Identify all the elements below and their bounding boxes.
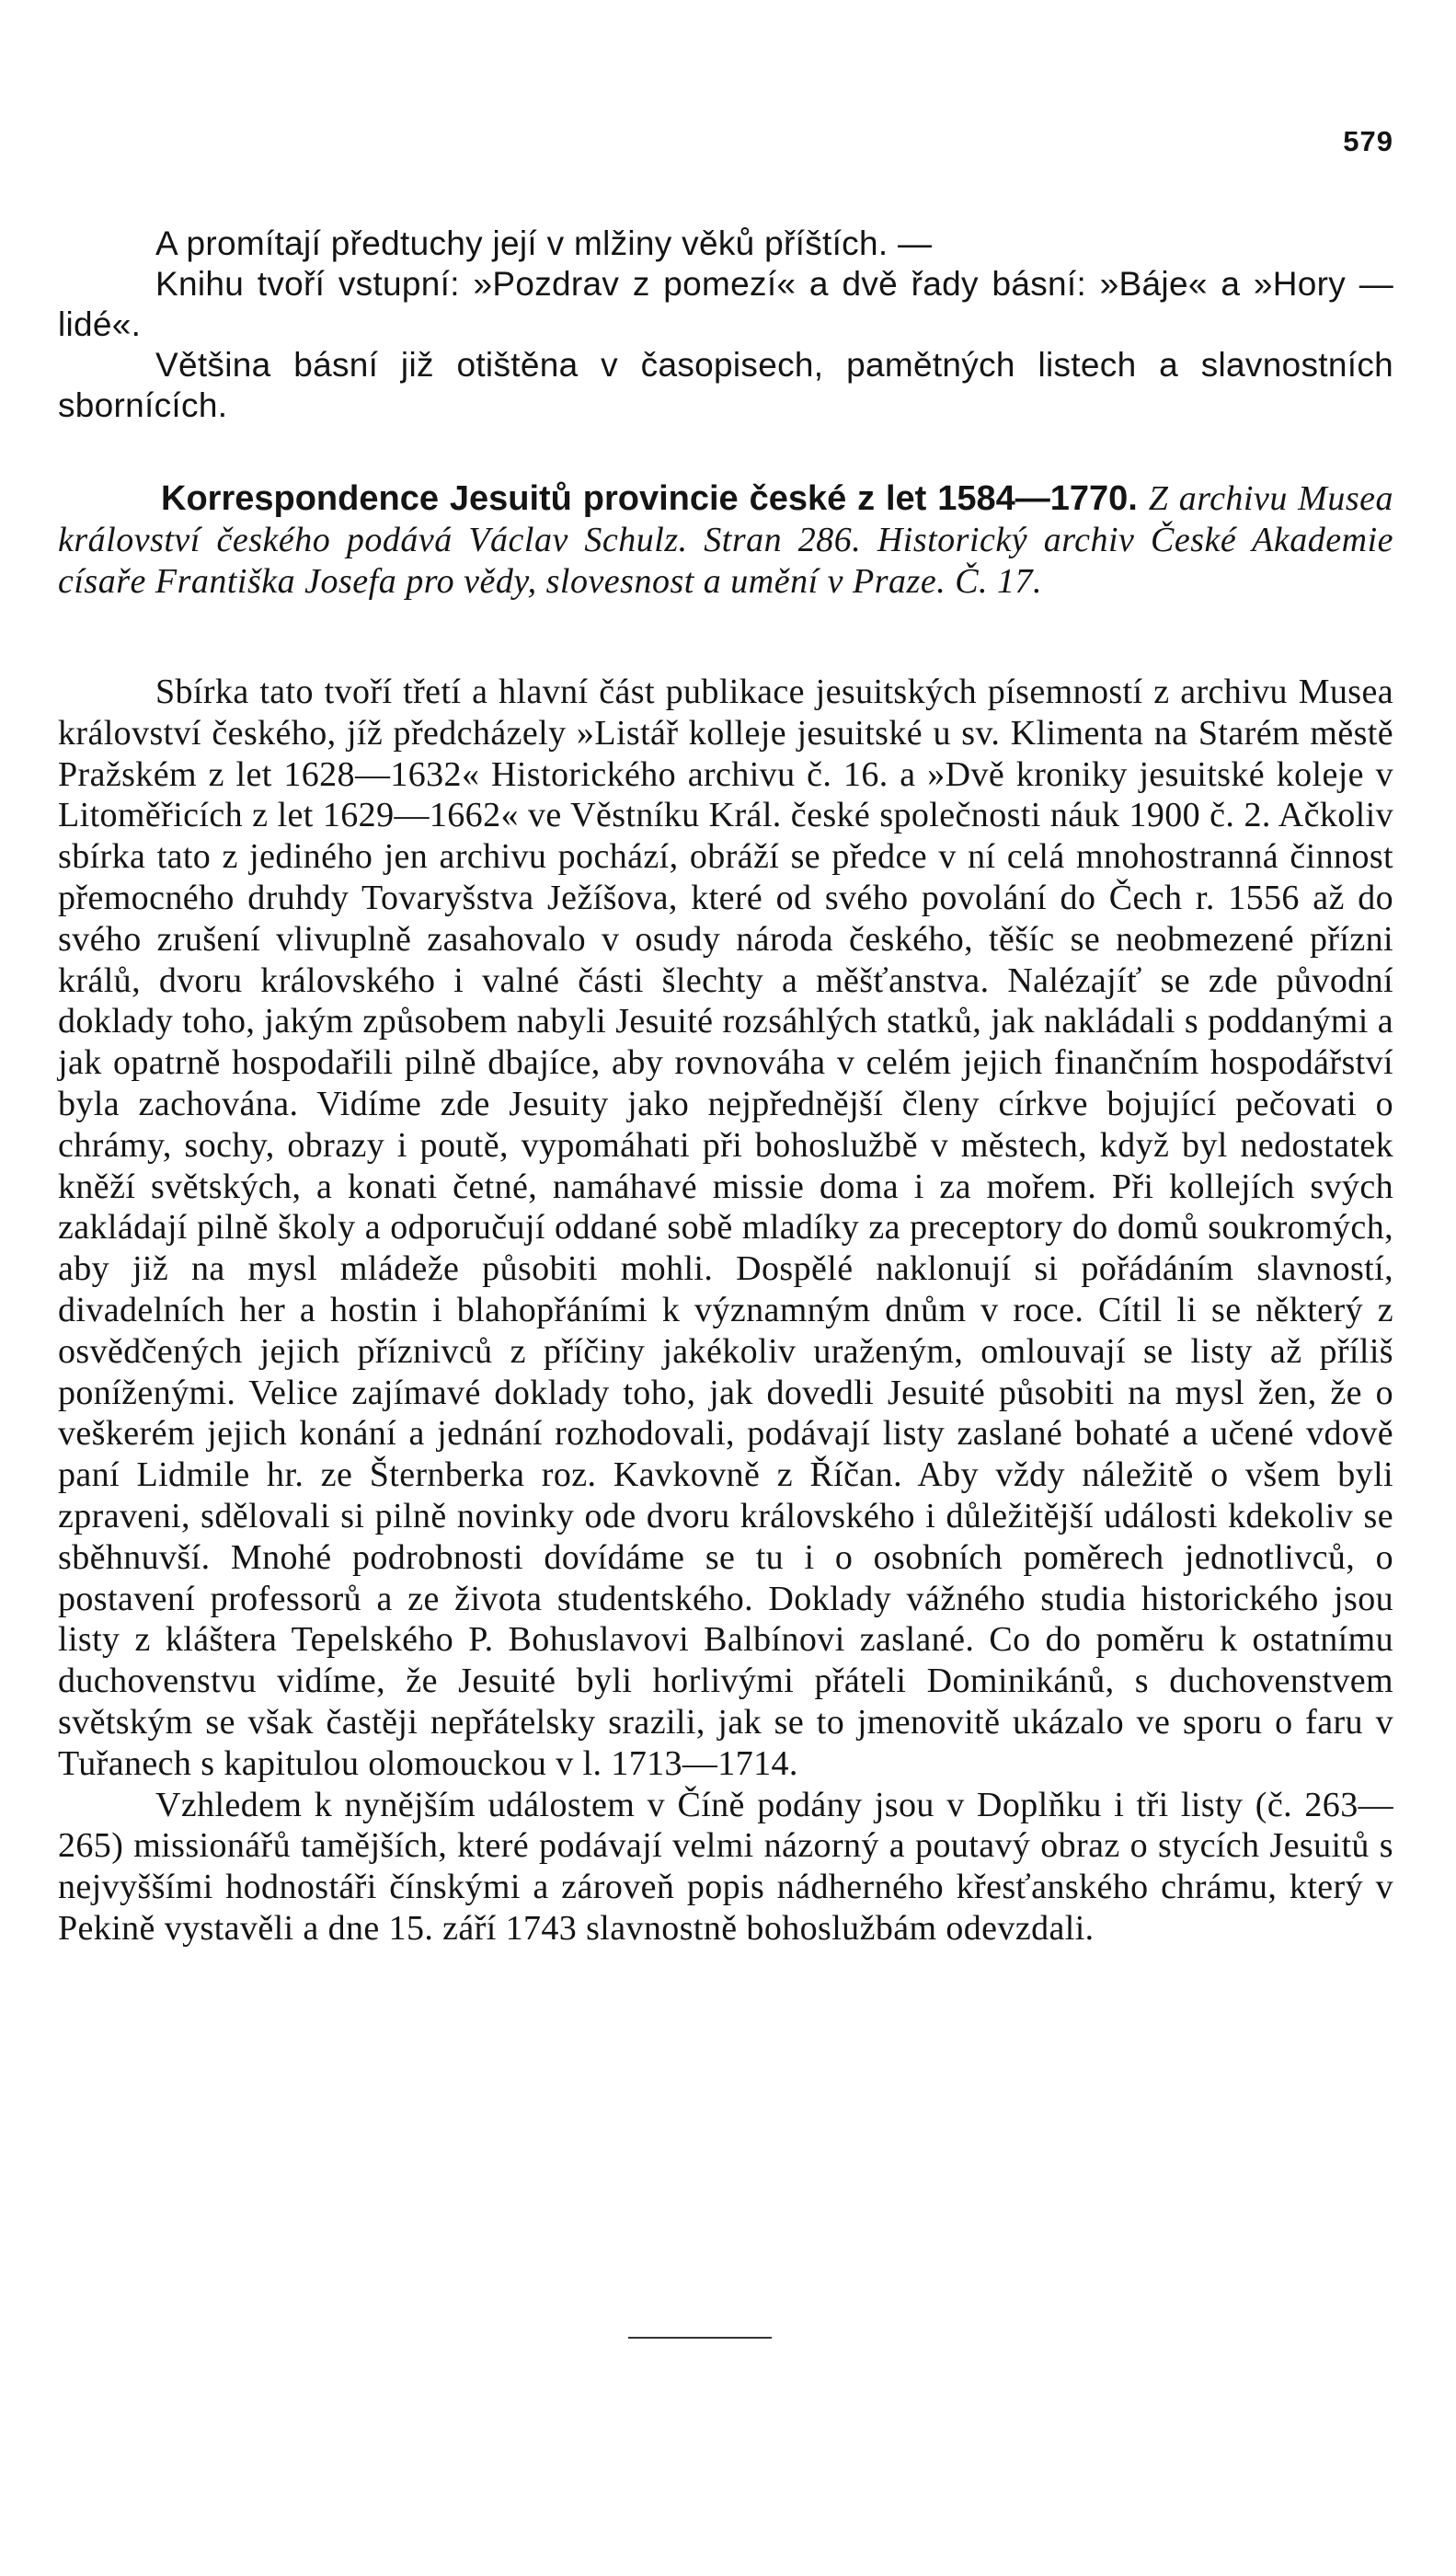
- section-divider: [628, 2337, 772, 2339]
- publication-note-paragraph: Většina básní již otištěna v časopisech, pamětných listech a slavnostních sbornících.: [58, 346, 1393, 424]
- review-title: Korrespondence Jesuitů provincie české z let 1584—1770.: [161, 479, 1138, 518]
- review-body: [58, 672, 1393, 1949]
- page-number: 579: [1343, 125, 1393, 157]
- review-heading: [58, 478, 1393, 603]
- review-paragraph-main: Sbírka tato tvoří třetí a hlavní část publikace jesuitských písemností z archivu Musea království českého, jíž předcházely »Listář kolleje jesuitské u sv. Klimenta na Starém městě Pražském z let 1628—1632« Historického archivu č. 16. a »Dvě kroniky jesuitské koleje v Litoměřicích z let 1629—1662« ve Věstníku Král. české společnosti náuk 1900 č. 2. Ačkoliv sbírka tato z jediného jen archivu pochází, obráží se předce v ní celá mnohostranná činnost přemocného druhdy Tovaryšstva Ježíšova, které od svého povolání do Čech r. 1556 až do svého zrušení vlivuplně zasahovalo v osudy národa českého, těšíc se neobmezené přízni králů, dvoru královského i valné části šlechty a měšťanstva. Nalézajíť se zde původní doklady toho, jakým způsobem nabyli Jesuité rozsáhlých statků, jak nakládali s poddanými a jak opatrně hospodařili pilně dbajíce, aby rovnováha v celém jejich finančním hospodářství byla zachována. Vidíme zde Jesuity jako nejpřednější členy církve bojující pečovati o chrámy, sochy, obrazy i poutě, vypomáhati při bohoslužbě v městech, když byl nedostatek kněží světských, a konati četné, namáhavé missie doma i za mořem. Při kollejích svých zakládají pilně školy a odporučují oddané sobě mladíky za preceptory do domů soukromých, aby již na mysl mládeže působiti mohli. Dospělé naklonují si pořádáním slavností, divadelních her a hostin i blahopřáními k významným dnům v roce. Cítil li se některý z osvědčených jejich příznivců z příčiny jakékoliv uraženým, omlouvají se listy až příliš poníženými. Velice zajímavé doklady toho, jak dovedli Jesuité působiti na mysl žen, že o veškerém jejich konání a jednání rozhodovali, podávají listy zaslané bohaté a učené vdově paní Lidmile hr. ze Šternberka roz. Kavkovně z Říčan. Aby vždy náležitě o všem byli zpraveni, sdělovali si pilně novinky ode dvoru královského i důležitější události kdekoliv se sběhnuvší. Mnohé podrobnosti dovídáme se tu i o osobních poměrech jednotlivců, o postavení professorů a ze života studentského. Doklady vážného studia historického jsou listy z kláštera Tepelského P. Bohuslavovi Balbínovi zaslané. Co do poměru k ostatnímu duchovenstvu vidíme, že Jesuité byli horlivými přáteli Dominikánů, s duchovenstvem světským se však častěji nepřátelsky srazili, jak se to jmenovitě ukázalo ve sporu o faru v Tuřanech s kapitulou olomouckou v l. 1713—1714.: [58, 673, 1393, 1783]
- poem-closing-line: A promítají předtuchy její v mlžiny věků příštích. —: [155, 224, 933, 262]
- intro-section: [58, 224, 1393, 426]
- review-source: Z archivu Musea království českého podává Václav Schulz. Stran 286. Historický archiv České Akademie císaře Františka Josefa pro vědy, slovesnost a umění v Praze. Č. 17.: [58, 479, 1393, 601]
- book-contents-paragraph: Knihu tvoří vstupní: »Pozdrav z pomezí« a dvě řady básní: »Báje« a »Hory — lidé«.: [58, 265, 1393, 343]
- review-paragraph-supplement: Vzhledem k nynějším událostem v Číně podány jsou v Doplňku i tři listy (č. 263—265) missionářů tamějších, které podávají velmi názorný a poutavý obraz o stycích Jesuitů s nejvyššími hodnostáři čínskými a zároveň popis nádherného křesťanského chrámu, který v Pekině vystavěli a dne 15. září 1743 slavnostně bohoslužbám odevzdali.: [58, 1785, 1393, 1948]
